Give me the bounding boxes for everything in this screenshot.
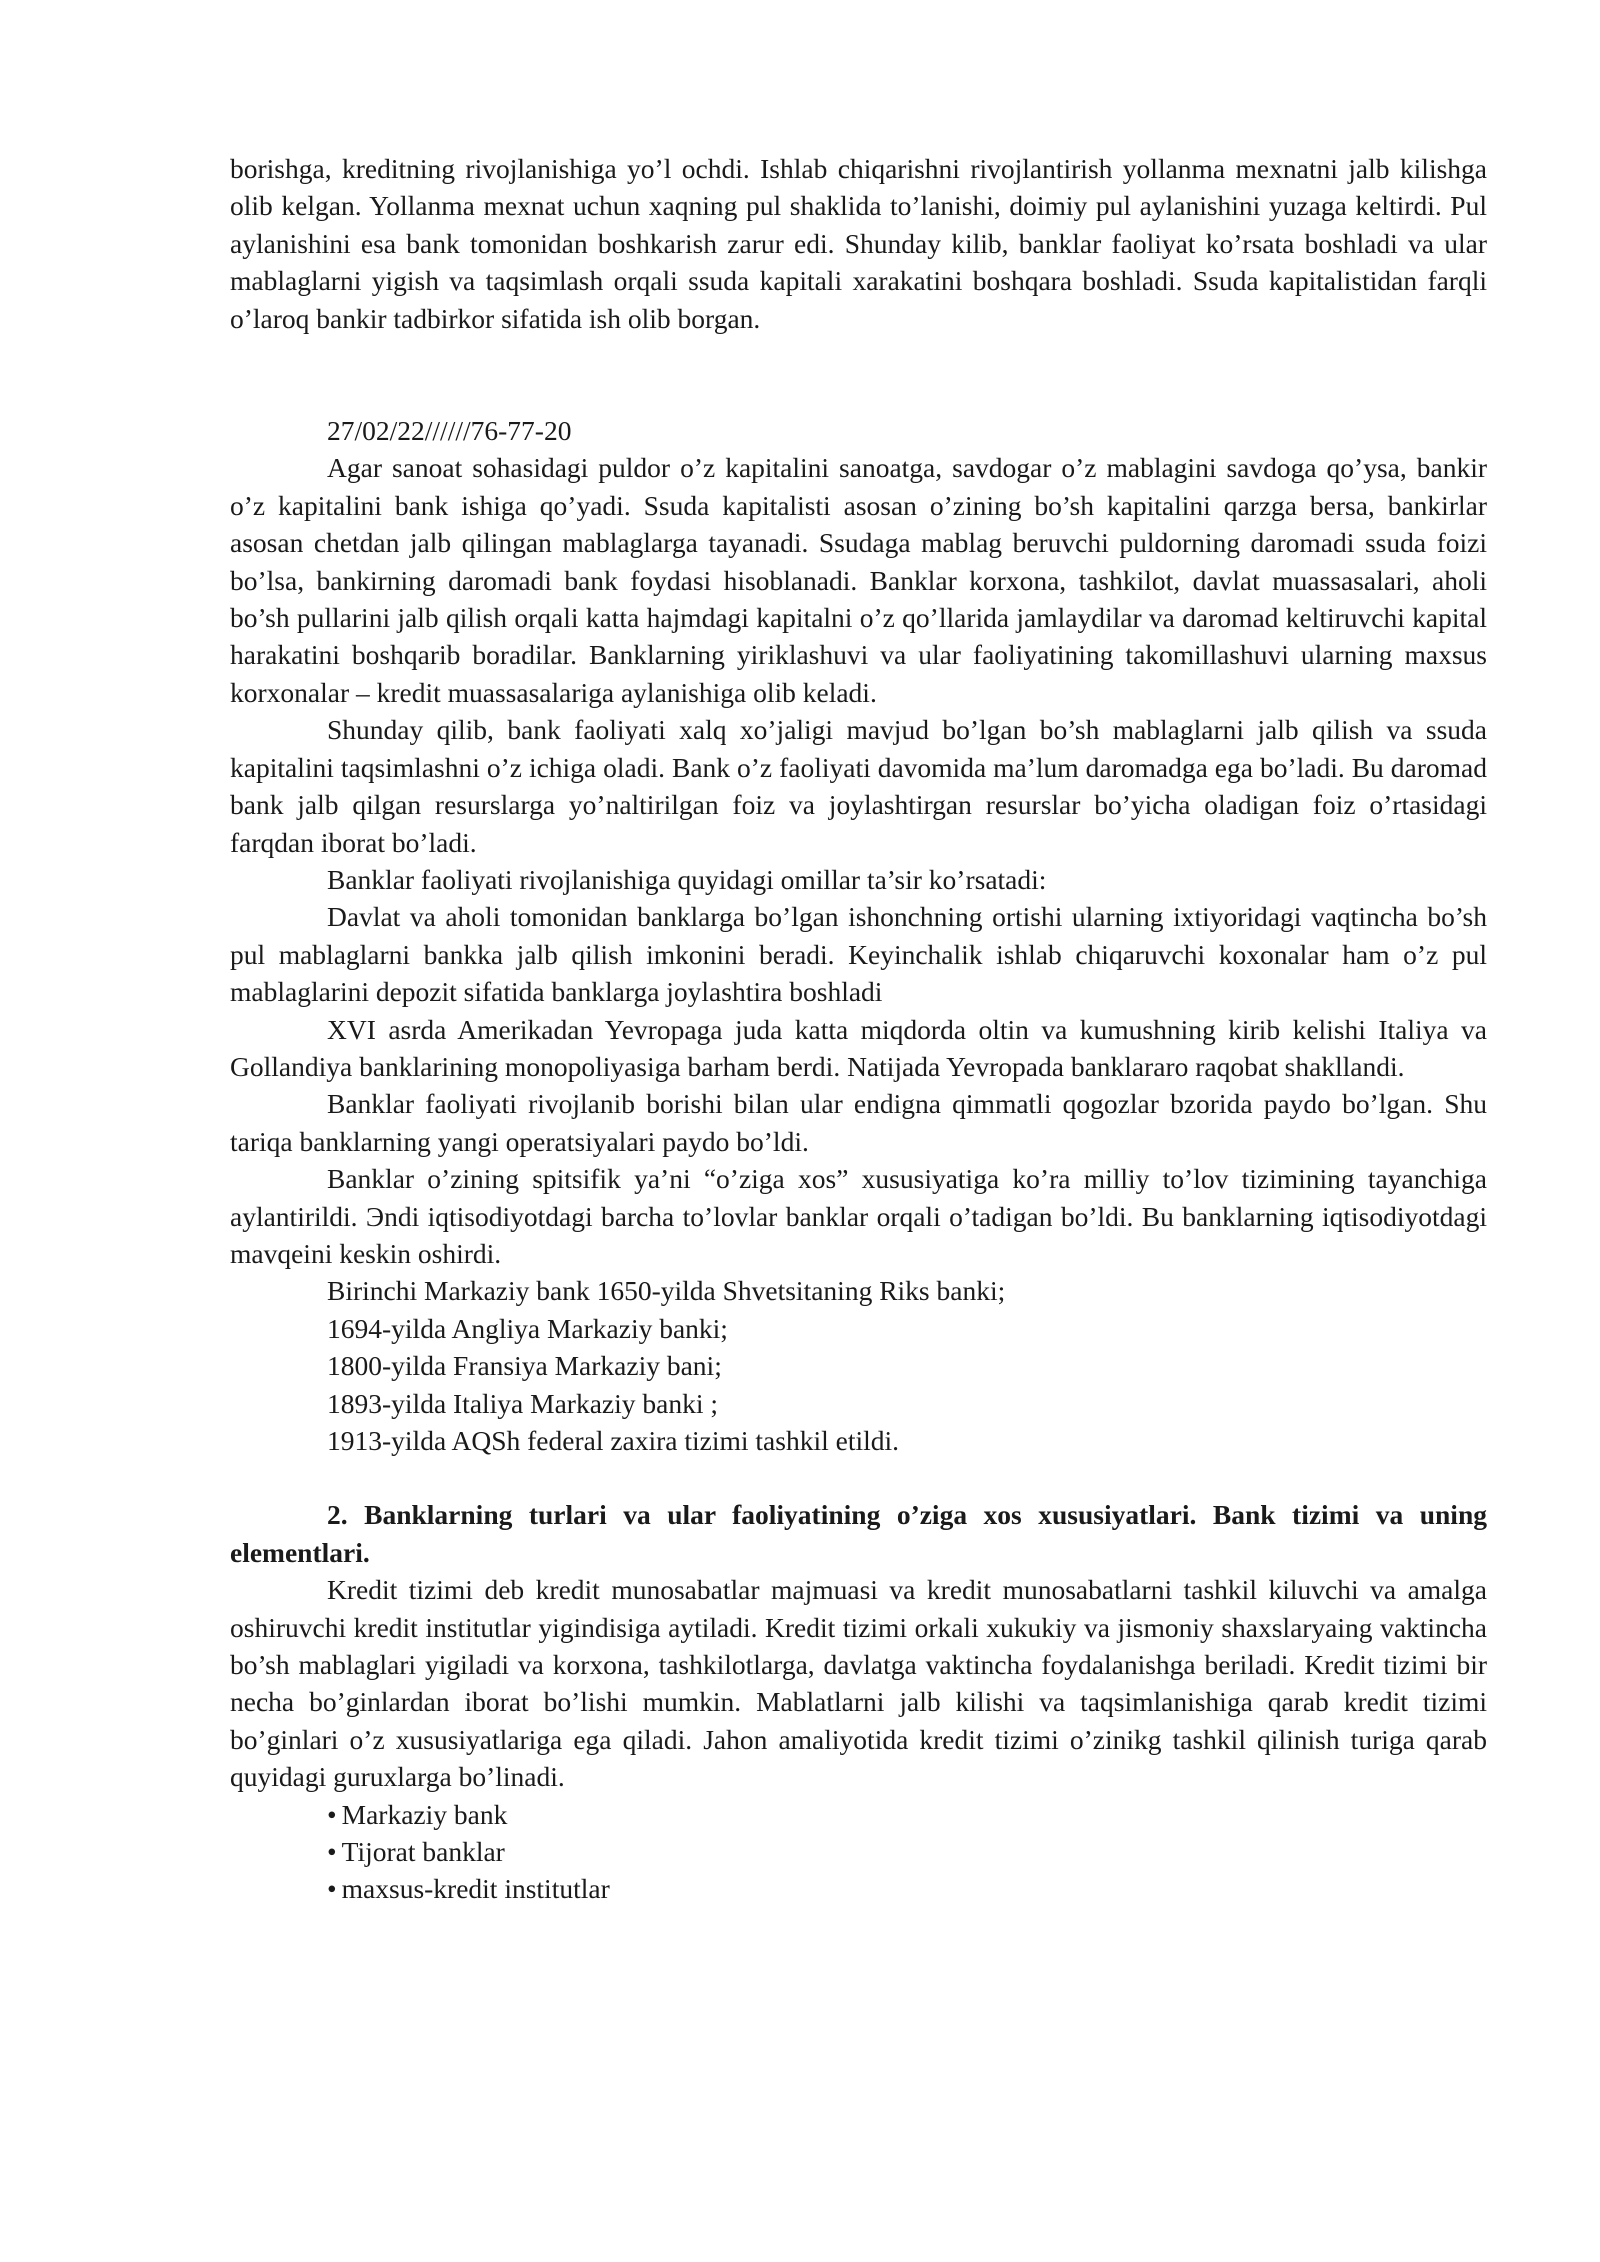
paragraph-5: XVI asrda Amerikadan Yevropaga juda katta miqdorda oltin va kumushning kirib kelishi Italiya va Gollandiya banklarining monopoliyasiga barham berdi. Natijada Yevropada banklararo raqobat shakllandi. <box>230 1013 1487 1082</box>
top-paragraph: borishga, kreditning rivojlanishiga yo’l ochdi. Ishlab chiqarishni rivojlantirish yollanma mexnatni jalb kilishga olib kelgan. Yollanma mexnat uchun xaqning pul shaklida to’lanishi, doimiy pul aylanishini yuzaga keltirdi. Pul aylanishini esa bank tomonidan boshkarish zarur edi. Shunday kilib, banklar faoliyat ko’rsata boshladi va ular mablaglarni yigish va taqsimlash orqali ssuda kapitali xarakatini boshqara boshladi. Ssuda kapitalistidan farqli o’laroq bankir tadbirkor sifatida ish olib borgan. <box>230 153 1487 334</box>
bullet-icon: • <box>327 1873 337 1905</box>
central-bank-item: 1913-yilda AQSh federal zaxira tizimi tashkil etildi. <box>327 1425 900 1456</box>
central-bank-item: 1694-yilda Angliya Markaziy banki; <box>327 1312 728 1344</box>
paragraph-3: Banklar faoliyati rivojlanishiga quyidagi omillar ta’sir ko’rsatadi: <box>327 863 1047 895</box>
central-bank-item: Birinchi Markaziy bank 1650-yilda Shvetsitaning Riks banki; <box>327 1275 1006 1307</box>
document-page <box>230 150 1487 1908</box>
bullet-icon: • <box>327 1836 337 1868</box>
bullet-item <box>230 1796 1487 1833</box>
paragraph-7: Banklar o’zining spitsifik ya’ni “o’ziga xos” xususiyatiga ko’ra milliy to’lov tizimining tayanchiga aylantirildi. Эndi iqtisodiyotdagi barcha to’lovlar banklar orqali o’tadigan bo’ldi. Bu banklarning iqtisodiyotdagi mavqeini keskin oshirdi. <box>230 1163 1487 1269</box>
code-line: 27/02/22//////76-77-20 <box>327 415 572 447</box>
section-heading: 2. Banklarning turlari va ular faoliyatining o’ziga xos xususiyatlari. Bank tizimi va uning elementlari. <box>230 1499 1487 1568</box>
paragraph-6: Banklar faoliyati rivojlanib borishi bilan ular endigna qimmatli qogozlar bzorida paydo bo’lgan. Shu tariqa banklarning yangi operatsiyalari paydo bo’ldi. <box>230 1088 1487 1157</box>
paragraph-1: Agar sanoat sohasidagi puldor o’z kapitalini sanoatga, savdogar o’z mablagini savdoga qo’ysa, bankir o’z kapitalini bank ishiga qo’yadi. Ssuda kapitalisti asosan o’zining bo’sh kapitalini qarzga bersa, bankirlar asosan chetdan jalb qilingan mablaglarga tayanadi. Ssudaga mablag beruvchi puldorning daromadi ssuda foizi bo’lsa, bankirning daromadi bank foydasi hisoblanadi. Banklar korxona, tashkilot, davlat muassasalari, aholi bo’sh pullarini jalb qilish orqali katta hajmdagi kapitalni o’z qo’llarida jamlaydilar va daromad keltiruvchi kapital harakatini boshqarib boradilar. Banklarning yiriklashuvi va ular faoliyatining takomillashuvi ularning maxsus korxonalar – kredit muassasalariga aylanishiga olib keladi. <box>230 452 1487 708</box>
paragraph-4: Davlat va aholi tomonidan banklarga bo’lgan ishonchning ortishi ularning ixtiyoridagi vaqtincha bo’sh pul mablaglarni bankka jalb qilish imkonini beradi. Keyinchalik ishlab chiqaruvchi koxonalar ham o’z pul mablaglarini depozit sifatida banklarga joylashtira boshladi <box>230 901 1487 1008</box>
central-bank-item: 1893-yilda Italiya Markaziy banki ; <box>327 1387 718 1419</box>
bullet-text: Tijorat banklar <box>341 1836 505 1868</box>
section-paragraph: Kredit tizimi deb kredit munosabatlar majmuasi va kredit munosabatlarni tashkil kiluvchi va amalga oshiruvchi kredit institutlar yigindisiga aytiladi. Kredit tizimi orkali xukukiy va jismoniy shaxslaryaing vaktincha bo’sh mablaglari yigiladi va korxona, tashkilotlarga, davlatga vaktincha foydalanishga beriladi. Kredit tizimi bir necha bo’ginlardan iborat bo’lishi mumkin. Mablatlarni jalb kilishi va taqsimlanishiga qarab kredit tizimi bo’ginlari o’z xususiyatlariga ega qiladi. Jahon amaliyotida kredit tizimi o’zinikg tashkil qilinish turiga qarab quyidagi guruxlarga bo’linadi. <box>230 1574 1487 1793</box>
spacer <box>230 1459 1487 1496</box>
bullet-text: maxsus-kredit institutlar <box>341 1873 610 1905</box>
paragraph-2: Shunday qilib, bank faoliyati xalq xo’jaligi mavjud bo’lgan bo’sh mablaglarni jalb qilish va ssuda kapitalini taqsimlashni o’z ichiga oladi. Bank o’z faoliyati davomida ma’lum daromadga ega bo’ladi. Bu daromad bank jalb qilgan resurslarga yo’naltirilgan foiz va joylashtirgan resurslar bo’yicha oladigan foiz o’rtasidagi farqdan iborat bo’ladi. <box>230 714 1487 858</box>
bullet-item <box>230 1833 1487 1870</box>
bullet-icon: • <box>327 1798 337 1830</box>
bullet-text: Markaziy bank <box>341 1798 508 1830</box>
spacer <box>230 337 1487 412</box>
central-bank-item: 1800-yilda Fransiya Markaziy bani; <box>327 1350 722 1382</box>
bullet-item <box>230 1870 1487 1907</box>
